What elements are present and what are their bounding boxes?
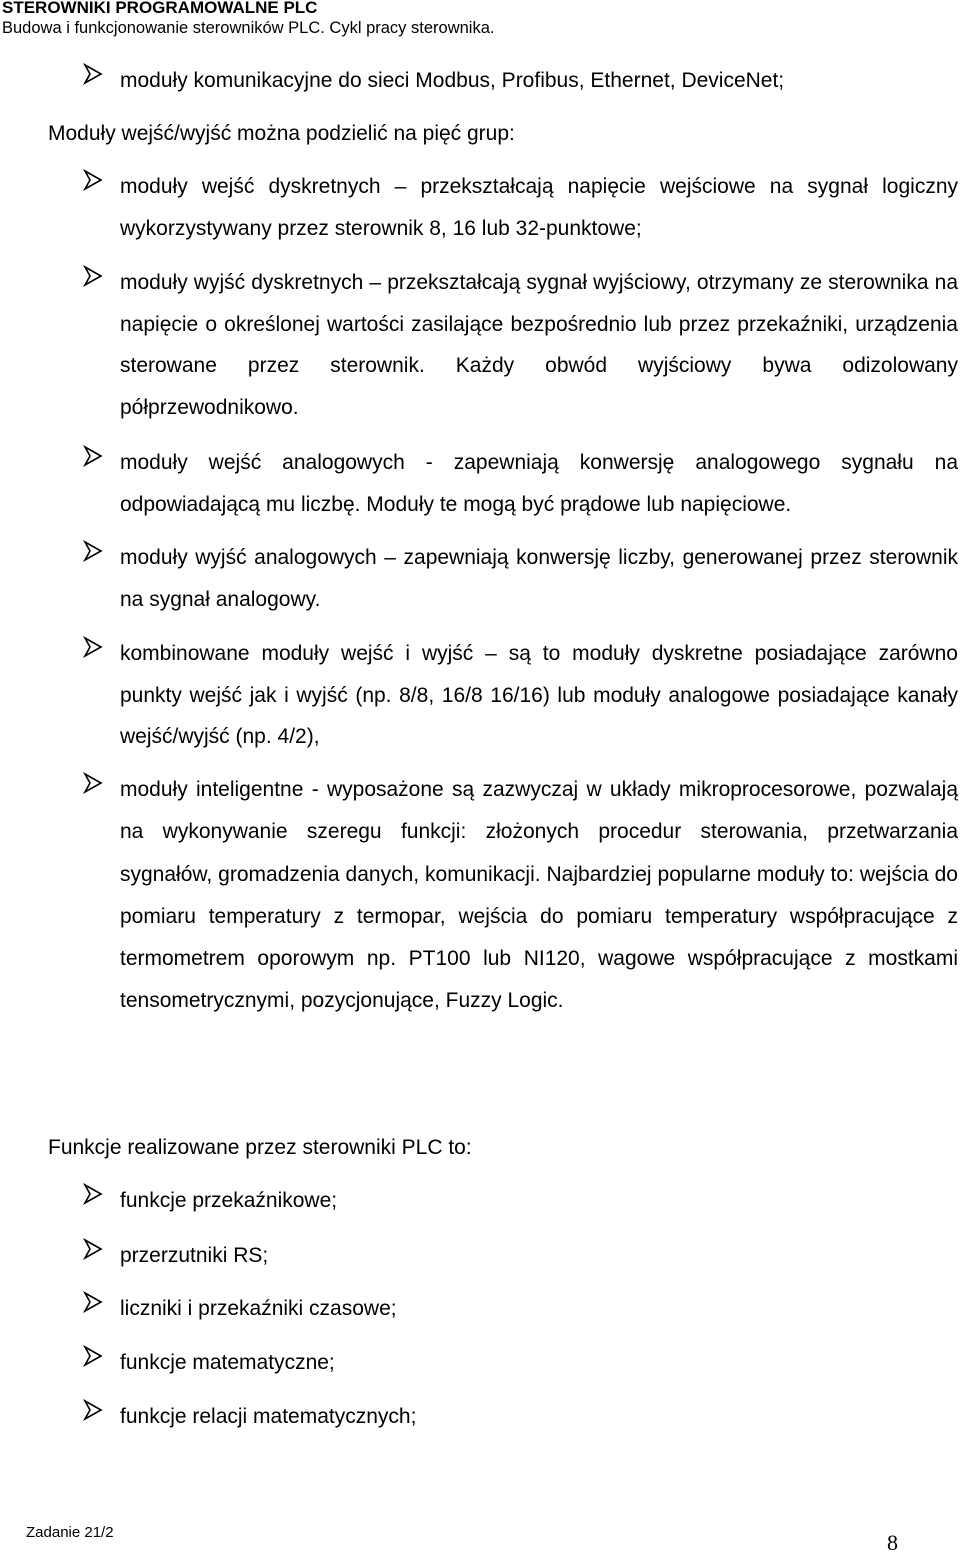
list-item <box>82 1342 960 1384</box>
list-item <box>82 442 960 525</box>
arrowhead-outline-icon <box>82 1183 104 1205</box>
arrowhead-outline-icon <box>82 265 104 287</box>
list-item <box>82 769 960 1023</box>
arrowhead-outline-icon <box>82 1345 104 1367</box>
arrowhead-outline-icon <box>82 1238 104 1260</box>
list-item <box>82 537 960 620</box>
header-title: STEROWNIKI PROGRAMOWALNE PLC <box>2 0 318 17</box>
page-header <box>2 0 952 38</box>
list-item-text: moduły wejść analogowych - zapewniają konwersję analogowego sygnału na odpowiadającą mu liczbę. Moduły te mogą być prądowe lub napięciowe. <box>120 451 958 516</box>
list-item-text: moduły wyjść analogowych – zapewniają konwersję liczby, generowanej przez sterownik na sygnał analogowy. <box>120 546 958 611</box>
list-item-text: moduły komunikacyjne do sieci Modbus, Profibus, Ethernet, DeviceNet; <box>120 69 785 92</box>
list-item <box>82 1235 960 1277</box>
list-item-text: liczniki i przekaźniki czasowe; <box>120 1297 397 1320</box>
arrowhead-outline-icon <box>82 772 104 794</box>
arrowhead-outline-icon <box>82 540 104 562</box>
arrowhead-outline-icon <box>82 169 104 191</box>
list-item-text: kombinowane moduły wejść i wyjść – są to moduły dyskretne posiadające zarówno punkty wejść jak i wyjść (np. 8/8, 16/8 16/16) lub moduły analogowe posiadające kanały wejść/wyjść (np. 4/2), <box>120 642 958 748</box>
arrowhead-outline-icon <box>82 63 104 85</box>
header-subtitle: Budowa i funkcjonowanie sterowników PLC. Cykl pracy sterownika. <box>2 19 495 37</box>
list-item <box>82 60 960 102</box>
list-item <box>82 1180 960 1222</box>
list-item-text: funkcje matematyczne; <box>120 1351 335 1374</box>
list-item <box>82 633 960 758</box>
list-item <box>82 166 960 249</box>
list-item <box>82 1396 960 1438</box>
page-number: 8 <box>887 1530 898 1555</box>
list-item <box>82 262 960 428</box>
footer-task-label: Zadanie 21/2 <box>26 1524 114 1541</box>
list-item-text: moduły wyjść dyskretnych – przekształcają sygnał wyjściowy, otrzymany ze sterownika na napięcie o określonej wartości zasilające bezpośrednio lub przez przekaźniki, urządzenia sterowane przez sterownik. Każdy obwód wyjściowy bywa odizolowany półprzewodnikowo. <box>120 271 958 419</box>
list-item <box>82 1288 960 1330</box>
arrowhead-outline-icon <box>82 1399 104 1421</box>
list-item-text: moduły inteligentne - wyposażone są zazwyczaj w układy mikroprocesorowe, pozwalają na wykonywanie szeregu funkcji: złożonych procedur sterowania, przetwarzania sygnałów, gromadzenia danych, komunikacji. Najbardziej popularne moduły to: wejścia do pomiaru temperatury z termopar, wejścia do pomiaru temperatury współpracujące z termometrem oporowym np. PT100 lub NI120, wagowe współpracujące z mostkami tensometrycznymi, pozycjonujące, Fuzzy Logic. <box>120 778 958 1013</box>
arrowhead-outline-icon <box>82 445 104 467</box>
list-item-text: przerzutniki RS; <box>120 1244 269 1267</box>
arrowhead-outline-icon <box>82 636 104 658</box>
functions-intro: Funkcje realizowane przez sterowniki PLC to: <box>48 1136 472 1159</box>
list-item-text: funkcje przekaźnikowe; <box>120 1189 338 1212</box>
list-item-text: moduły wejść dyskretnych – przekształcają napięcie wejściowe na sygnał logiczny wykorzystywany przez sterownik 8, 16 lub 32-punktowe; <box>120 175 958 240</box>
arrowhead-outline-icon <box>82 1291 104 1313</box>
io-groups-intro: Moduły wejść/wyjść można podzielić na pięć grup: <box>48 122 515 145</box>
list-item-text: funkcje relacji matematycznych; <box>120 1405 417 1428</box>
